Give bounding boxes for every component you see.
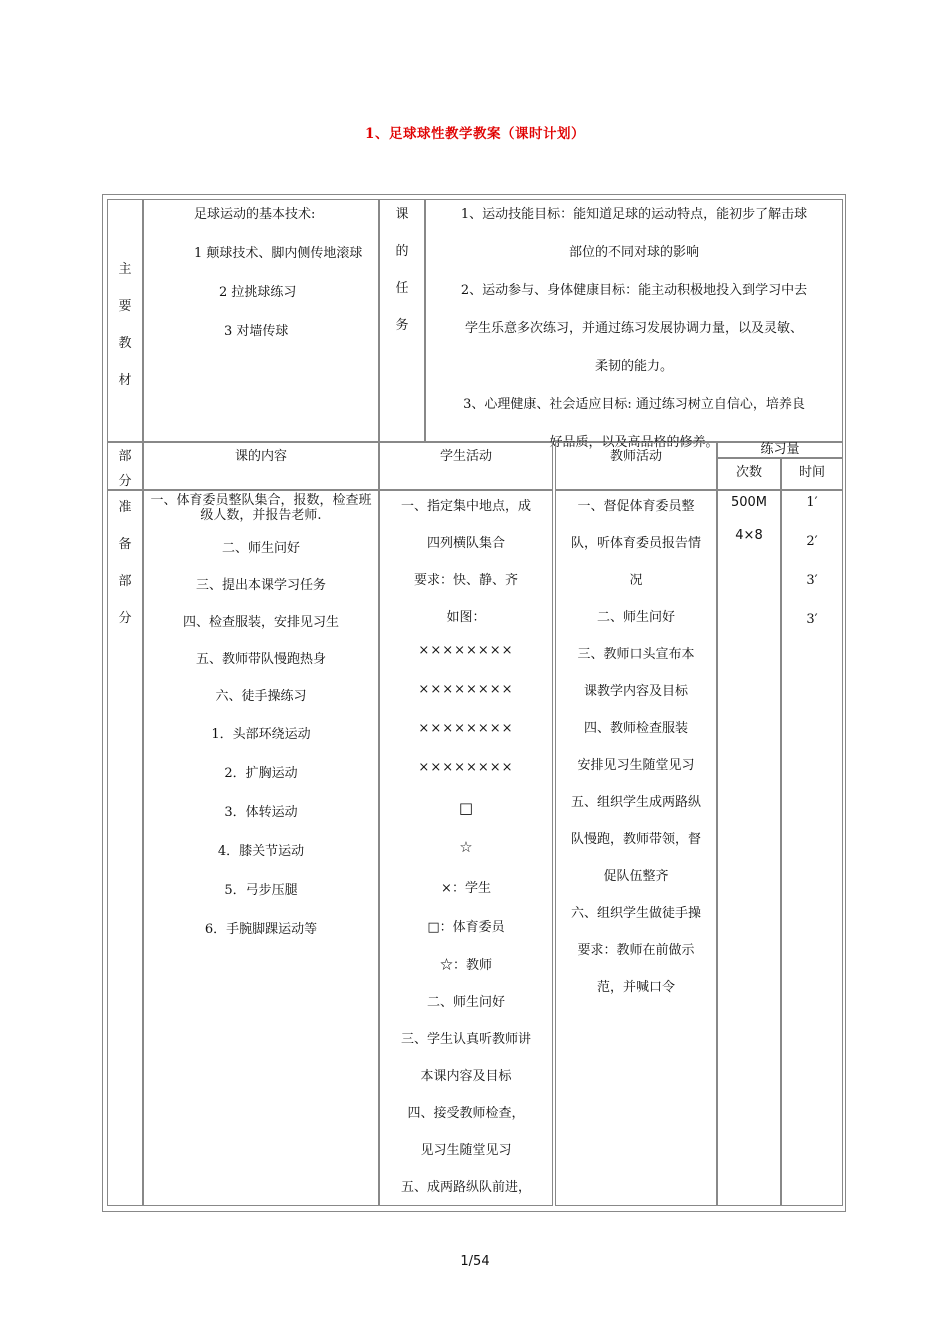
tasks-label: 课 的 任 务 <box>379 199 425 442</box>
lesson-plan-table <box>102 194 846 1212</box>
teacher-activity-header: 教师活动 <box>555 442 717 490</box>
tasks-content: 1、运动技能目标：能知道足球的运动特点，能初步了解击球 部位的不同对球的影响 2、运动参与、身体健康目标：能主动积极地投入到学习中去 学生乐意多次练习，并通过练习发展协调力量，以及灵敏、 柔韧的能力。 3、心理健康、社会适应目标: 通过练习树立自信心，培养良 好品质，以及高品格的修养。 <box>425 199 843 442</box>
formation-row: ×××××××× <box>418 760 514 775</box>
formation-row: ×××××××× <box>418 682 514 697</box>
prep-durations: 1′ 2′ 3′ 3′ <box>781 490 843 1206</box>
student-activity-header: 学生活动 <box>379 442 553 490</box>
content-header: 课的内容 <box>143 442 379 490</box>
practice-amount-header: 练习量 <box>717 442 843 458</box>
main-materials-label: 主 要 教 材 <box>107 199 143 442</box>
duration-header: 时间 <box>781 458 843 490</box>
prep-times: 500M 4×8 <box>717 490 781 1206</box>
formation-row: ×××××××× <box>418 721 514 736</box>
lesson-plan-title: 1、足球球性教学教案（课时计划） <box>365 126 585 142</box>
prep-teacher-activity: 一、督促体育委员整 队，听体育委员报告情 况 二、师生问好 三、教师口头宣布本 课教学内容及目标 四、教师检查服装 安排见习生随堂见习 五、组织学生成两路纵 队慢跑，教师带领，督 促队伍整齐 六、组织学生做徒手操 要求：教师在前做示 范，并喊口令 <box>555 490 717 1206</box>
prep-content: 一、体育委员整队集合，报数，检查班级人数，并报告老师. 二、师生问好 三、提出本课学习任务 四、检查服装，安排见习生 五、教师带队慢跑热身 六、徒手操练习 1．头部环绕运动 2．扩胸运动 3．体转运动 4．膝关节运动 5．弓步压腿 6．手腕脚踝运动等 <box>143 490 379 1206</box>
formation-row: ×××××××× <box>418 643 514 658</box>
main-materials-content: 足球运动的基本技术: 1 颠球技术、脚内侧传地滚球 2 拉挑球练习 3 对墙传球 <box>143 199 379 442</box>
prep-part-label: 准 备 部 分 <box>107 490 143 1206</box>
prep-student-activity: 一、指定集中地点，成 四列横队集合 要求：快、静、齐 如图： ×××××××× ×××××××× ×××××××× ×××××××× □ ☆ ×：学生 □：体育委员 ☆：教师 二、师生问好 三、学生认真听教师讲 本课内容及目标 四、接受教师检查， 见习生随堂见习 五、成两路纵队前进， <box>379 490 553 1206</box>
class-monitor-marker: □ <box>458 799 474 817</box>
times-header: 次数 <box>717 458 781 490</box>
teacher-star-marker: ☆ <box>459 838 473 856</box>
page-number: 1/54 <box>460 1254 490 1269</box>
part-header: 部 分 <box>107 442 143 490</box>
